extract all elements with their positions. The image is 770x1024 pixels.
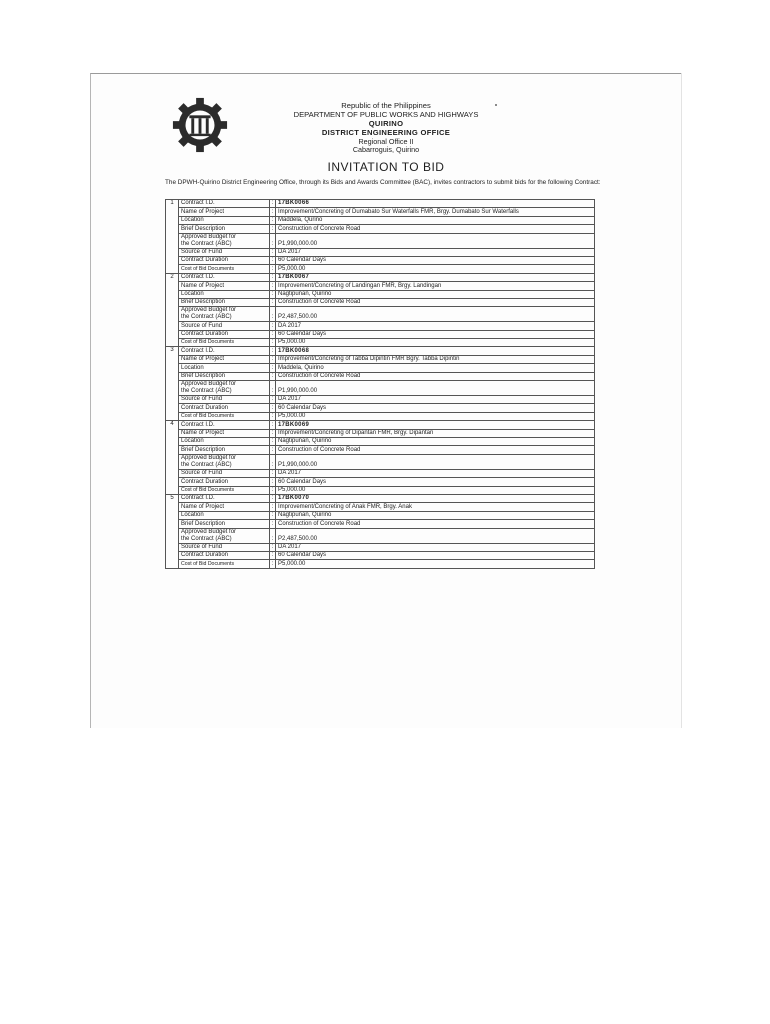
contract-number <box>166 520 179 528</box>
contract-number <box>166 560 179 568</box>
colon-separator: : <box>270 494 276 502</box>
colon-separator: : <box>270 265 276 273</box>
contract-number <box>166 396 179 404</box>
project-name-value: Improvement/Concreting of Tabba Dipintin FMR Bgry. Tabba Dipintin <box>276 355 595 363</box>
contract-duration-label: Contract Duration <box>179 330 270 338</box>
source-of-fund-label: Source of Fund <box>179 248 270 256</box>
approved-budget-label-line1: Approved Budget for <box>181 381 237 388</box>
brief-description-value: Construction of Concrete Road <box>276 298 595 306</box>
table-row <box>166 454 595 469</box>
colon-separator: : <box>270 412 276 420</box>
approved-budget-value: P1,990,000.00 <box>276 233 595 248</box>
source-of-fund-value: DA 2017 <box>276 469 595 477</box>
table-row <box>166 200 595 208</box>
table-row <box>166 339 595 347</box>
approved-budget-value: P1,990,000.00 <box>276 454 595 469</box>
colon-separator: : <box>270 200 276 208</box>
contract-number <box>166 478 179 486</box>
approved-budget-label <box>179 381 270 396</box>
contract-number <box>166 503 179 511</box>
contract-id-value: 17BK0067 <box>276 273 595 281</box>
approved-budget-label-line1: Approved Budget for <box>181 454 237 461</box>
colon-separator: : <box>270 282 276 290</box>
contract-number <box>166 307 179 322</box>
contract-number: 5 <box>166 494 179 502</box>
contract-number <box>166 265 179 273</box>
table-row <box>166 265 595 273</box>
approved-budget-value: P2,487,500.00 <box>276 528 595 543</box>
colon-separator: : <box>270 454 276 469</box>
table-row <box>166 355 595 363</box>
colon-separator: : <box>270 429 276 437</box>
source-of-fund-value: DA 2017 <box>276 248 595 256</box>
brief-description-value: Construction of Concrete Road <box>276 446 595 454</box>
project-name-value: Improvement/Concreting of Landingan FMR, Brgy. Landingan <box>276 282 595 290</box>
source-of-fund-value: DA 2017 <box>276 543 595 551</box>
colon-separator: : <box>270 273 276 281</box>
contract-id-value: 17BK0066 <box>276 200 595 208</box>
table-row <box>166 560 595 568</box>
approved-budget-label-line1: Approved Budget for <box>181 307 237 314</box>
header-province: QUIRINO <box>368 119 404 128</box>
colon-separator: : <box>270 511 276 519</box>
contract-number <box>166 486 179 494</box>
colon-separator: : <box>270 330 276 338</box>
table-row <box>166 372 595 380</box>
colon-separator: : <box>270 478 276 486</box>
project-name-value: Improvement/Concreting of Dumabato Sur Waterfalls FMR, Brgy. Dumabato Sur Waterfalls <box>276 208 595 216</box>
table-row <box>166 528 595 543</box>
approved-budget-label-line1: Approved Budget for <box>181 528 237 535</box>
contract-duration-label: Contract Duration <box>179 256 270 264</box>
approved-budget-label <box>179 528 270 543</box>
colon-separator: : <box>270 256 276 264</box>
project-name-label: Name of Project <box>179 282 270 290</box>
table-row <box>166 298 595 306</box>
scanned-document-page <box>90 73 681 728</box>
cost-of-bid-documents-label: Cost of Bid Documents <box>179 486 270 494</box>
table-row <box>166 256 595 264</box>
table-row <box>166 503 595 511</box>
colon-separator: : <box>270 290 276 298</box>
table-row <box>166 494 595 502</box>
intro-paragraph: The DPWH-Quirino District Engineering Office, through its Bids and Awards Committee (BAC), invites contractors to submit bids for the following Contract: <box>165 179 601 186</box>
contract-number <box>166 290 179 298</box>
table-row <box>166 364 595 372</box>
table-row <box>166 290 595 298</box>
table-row <box>166 412 595 420</box>
table-row <box>166 381 595 396</box>
table-row <box>166 437 595 445</box>
contract-number <box>166 216 179 224</box>
table-row <box>166 282 595 290</box>
approved-budget-label-line1: Approved Budget for <box>181 233 237 240</box>
table-row <box>166 478 595 486</box>
header-region: Regional Office II <box>358 137 414 146</box>
contract-duration-value: 60 Calendar Days <box>276 478 595 486</box>
table-row <box>166 404 595 412</box>
project-location-value: Nagtipunan, Quirino <box>276 290 595 298</box>
document-title: INVITATION TO BID <box>327 160 445 174</box>
table-row <box>166 208 595 216</box>
source-of-fund-value: DA 2017 <box>276 396 595 404</box>
contract-number <box>166 256 179 264</box>
contract-number <box>166 528 179 543</box>
contract-number <box>166 412 179 420</box>
colon-separator: : <box>270 551 276 559</box>
table-row <box>166 396 595 404</box>
table-row <box>166 446 595 454</box>
contract-id-value: 17BK0069 <box>276 421 595 429</box>
brief-description-value: Construction of Concrete Road <box>276 520 595 528</box>
colon-separator: : <box>270 381 276 396</box>
project-name-label: Name of Project <box>179 429 270 437</box>
colon-separator: : <box>270 486 276 494</box>
table-row <box>166 511 595 519</box>
contract-number: 4 <box>166 421 179 429</box>
table-row <box>166 225 595 233</box>
colon-separator: : <box>270 233 276 248</box>
colon-separator: : <box>270 520 276 528</box>
project-name-value: Improvement/Concreting of Anak FMR, Brgy. Anak <box>276 503 595 511</box>
brief-description-label: Brief Description <box>179 298 270 306</box>
cost-of-bid-documents-label: Cost of Bid Documents <box>179 560 270 568</box>
project-location-value: Maddela, Quirino <box>276 364 595 372</box>
approved-budget-label <box>179 233 270 248</box>
colon-separator: : <box>270 446 276 454</box>
approved-budget-label <box>179 307 270 322</box>
table-row <box>166 543 595 551</box>
source-of-fund-value: DA 2017 <box>276 322 595 330</box>
contract-number <box>166 543 179 551</box>
brief-description-value: Construction of Concrete Road <box>276 225 595 233</box>
colon-separator: : <box>270 298 276 306</box>
brief-description-label: Brief Description <box>179 372 270 380</box>
approved-budget-label <box>179 454 270 469</box>
project-name-label: Name of Project <box>179 355 270 363</box>
table-row <box>166 216 595 224</box>
project-location-value: Nagtipunan, Quirino <box>276 511 595 519</box>
project-location-label: Location <box>179 290 270 298</box>
approved-budget-label-line2: the Contract (ABC) <box>181 461 232 468</box>
contract-duration-value: 60 Calendar Days <box>276 404 595 412</box>
approved-budget-value: P1,990,000.00 <box>276 381 595 396</box>
table-row <box>166 307 595 322</box>
contract-duration-value: 60 Calendar Days <box>276 256 595 264</box>
source-of-fund-label: Source of Fund <box>179 469 270 477</box>
brief-description-label: Brief Description <box>179 446 270 454</box>
project-location-label: Location <box>179 216 270 224</box>
contract-id-value: 17BK0068 <box>276 347 595 355</box>
cost-of-bid-documents-value: P5,000.00 <box>276 265 595 273</box>
cost-of-bid-documents-value: P5,000.00 <box>276 560 595 568</box>
colon-separator: : <box>270 543 276 551</box>
project-location-value: Nagtipunan, Quirino <box>276 437 595 445</box>
project-location-label: Location <box>179 364 270 372</box>
brief-description-label: Brief Description <box>179 225 270 233</box>
project-location-label: Location <box>179 511 270 519</box>
colon-separator: : <box>270 248 276 256</box>
contract-number <box>166 339 179 347</box>
colon-separator: : <box>270 339 276 347</box>
table-row <box>166 322 595 330</box>
table-row <box>166 551 595 559</box>
contract-number <box>166 248 179 256</box>
colon-separator: : <box>270 208 276 216</box>
table-row <box>166 421 595 429</box>
contract-number <box>166 511 179 519</box>
source-of-fund-label: Source of Fund <box>179 543 270 551</box>
approved-budget-label-line2: the Contract (ABC) <box>181 388 232 395</box>
source-of-fund-label: Source of Fund <box>179 396 270 404</box>
contract-number <box>166 233 179 248</box>
header-office: DISTRICT ENGINEERING OFFICE <box>321 128 451 137</box>
table-row <box>166 273 595 281</box>
colon-separator: : <box>270 364 276 372</box>
table-row <box>166 330 595 338</box>
contract-id-label: Contract I.D. <box>179 494 270 502</box>
approved-budget-value: P2,487,500.00 <box>276 307 595 322</box>
cost-of-bid-documents-label: Cost of Bid Documents <box>179 265 270 273</box>
contract-id-label: Contract I.D. <box>179 421 270 429</box>
cost-of-bid-documents-value: P5,000.00 <box>276 412 595 420</box>
project-name-label: Name of Project <box>179 503 270 511</box>
contract-number: 3 <box>166 347 179 355</box>
table-row <box>166 233 595 248</box>
project-name-label: Name of Project <box>179 208 270 216</box>
contracts-table <box>165 199 595 569</box>
contract-number: 1 <box>166 200 179 208</box>
contract-number <box>166 454 179 469</box>
colon-separator: : <box>270 355 276 363</box>
colon-separator: : <box>270 307 276 322</box>
brief-description-value: Construction of Concrete Road <box>276 372 595 380</box>
approved-budget-label-line2: the Contract (ABC) <box>181 240 232 247</box>
project-location-label: Location <box>179 437 270 445</box>
contract-duration-label: Contract Duration <box>179 404 270 412</box>
contract-duration-label: Contract Duration <box>179 478 270 486</box>
contract-number <box>166 469 179 477</box>
project-location-value: Maddela, Qurino <box>276 216 595 224</box>
colon-separator: : <box>270 528 276 543</box>
contract-number: 2 <box>166 273 179 281</box>
contract-number <box>166 551 179 559</box>
approved-budget-label-line2: the Contract (ABC) <box>181 314 232 321</box>
contract-number <box>166 404 179 412</box>
cost-of-bid-documents-label: Cost of Bid Documents <box>179 339 270 347</box>
colon-separator: : <box>270 503 276 511</box>
table-row <box>166 486 595 494</box>
colon-separator: : <box>270 404 276 412</box>
contract-number <box>166 355 179 363</box>
contract-duration-value: 60 Calendar Days <box>276 330 595 338</box>
header-republic: Republic of the Philippines <box>341 101 431 110</box>
colon-separator: : <box>270 396 276 404</box>
contract-id-label: Contract I.D. <box>179 347 270 355</box>
contract-number <box>166 446 179 454</box>
contract-number <box>166 372 179 380</box>
colon-separator: : <box>270 469 276 477</box>
table-row <box>166 469 595 477</box>
contract-id-label: Contract I.D. <box>179 200 270 208</box>
contract-number <box>166 381 179 396</box>
contract-number <box>166 282 179 290</box>
contract-number <box>166 322 179 330</box>
header-address: Cabarroguis, Quirino <box>352 145 420 154</box>
contract-number <box>166 330 179 338</box>
colon-separator: : <box>270 322 276 330</box>
colon-separator: : <box>270 372 276 380</box>
colon-separator: : <box>270 347 276 355</box>
contract-number <box>166 225 179 233</box>
colon-separator: : <box>270 560 276 568</box>
cost-of-bid-documents-value: P5,000.00 <box>276 486 595 494</box>
table-row <box>166 347 595 355</box>
approved-budget-label-line2: the Contract (ABC) <box>181 535 232 542</box>
colon-separator: : <box>270 437 276 445</box>
contract-duration-value: 60 Calendar Days <box>276 551 595 559</box>
contract-number <box>166 208 179 216</box>
cost-of-bid-documents-value: P5,000.00 <box>276 339 595 347</box>
contract-number <box>166 298 179 306</box>
project-name-value: Improvement/Concreting of Dipantan FMR, Brgy. Dipantan <box>276 429 595 437</box>
table-row <box>166 248 595 256</box>
contract-number <box>166 437 179 445</box>
cost-of-bid-documents-label: Cost of Bid Documents <box>179 412 270 420</box>
header-department: DEPARTMENT OF PUBLIC WORKS AND HIGHWAYS <box>293 110 479 119</box>
contract-id-label: Contract I.D. <box>179 273 270 281</box>
colon-separator: : <box>270 216 276 224</box>
colon-separator: : <box>270 421 276 429</box>
table-row <box>166 429 595 437</box>
contract-duration-label: Contract Duration <box>179 551 270 559</box>
table-row <box>166 520 595 528</box>
contract-id-value: 17BK0070 <box>276 494 595 502</box>
contract-number <box>166 429 179 437</box>
colon-separator: : <box>270 225 276 233</box>
source-of-fund-label: Source of Fund <box>179 322 270 330</box>
contract-number <box>166 364 179 372</box>
brief-description-label: Brief Description <box>179 520 270 528</box>
